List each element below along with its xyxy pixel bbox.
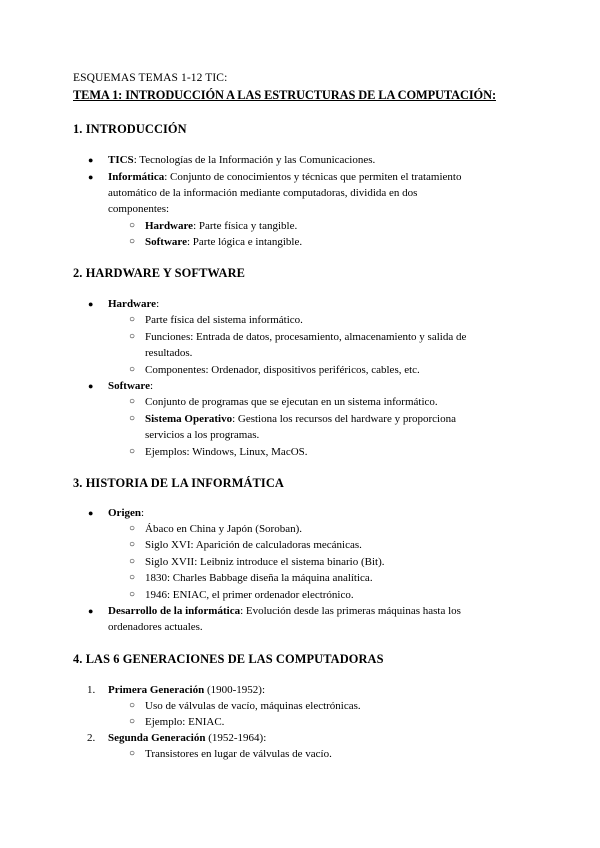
list-item-origen: Origen: xyxy=(108,507,145,519)
bullet-hollow: ○ xyxy=(129,396,136,407)
bullet-hollow: ○ xyxy=(129,539,136,550)
bullet-filled: ● xyxy=(88,299,94,309)
bullet-hollow: ○ xyxy=(129,220,136,231)
sub-item: Parte física del sistema informático. xyxy=(145,314,303,326)
sub-item: Ejemplos: Windows, Linux, MacOS. xyxy=(145,446,308,458)
bullet-hollow: ○ xyxy=(129,331,136,342)
sub-item-cont: resultados. xyxy=(145,347,193,359)
document-pre-title: ESQUEMAS TEMAS 1-12 TIC: xyxy=(73,72,228,84)
list-item-informatica-cont: componentes: xyxy=(108,203,170,215)
sub-item: Ejemplo: ENIAC. xyxy=(145,716,225,728)
bullet-hollow: ○ xyxy=(129,589,136,600)
bullet-filled: ● xyxy=(88,172,94,182)
list-item-tics: TICS: Tecnologías de la Información y las Comunicaciones. xyxy=(108,154,376,166)
bullet-hollow: ○ xyxy=(129,716,136,727)
bullet-filled: ● xyxy=(88,606,94,616)
list-item-hardware: Hardware: xyxy=(108,298,160,310)
section-heading-historia: 3. HISTORIA DE LA INFORMÁTICA xyxy=(73,476,284,490)
list-item-informatica-cont: automático de la información mediante computadoras, dividida en dos xyxy=(108,187,418,199)
term-tics: TICS xyxy=(108,154,134,166)
list-item-desarrollo: Desarrollo de la informática: Evolución desde las primeras máquinas hasta los xyxy=(108,605,461,617)
bullet-hollow: ○ xyxy=(129,748,136,759)
sub-item: Funciones: Entrada de datos, procesamiento, almacenamiento y salida de xyxy=(145,331,467,343)
section-heading-generaciones: 4. LAS 6 GENERACIONES DE LAS COMPUTADORAS xyxy=(73,652,384,666)
list-item-software: Software: xyxy=(108,380,154,392)
bullet-hollow: ○ xyxy=(129,556,136,567)
bullet-hollow: ○ xyxy=(129,523,136,534)
bullet-hollow: ○ xyxy=(129,236,136,247)
sub-item-cont: servicios a los programas. xyxy=(145,429,260,441)
sub-item: Transistores en lugar de válvulas de vacío. xyxy=(145,748,332,760)
document-main-title: TEMA 1: INTRODUCCIÓN A LAS ESTRUCTURAS DE LA COMPUTACIÓN: xyxy=(73,88,496,102)
list-item-informatica: Informática: Conjunto de conocimientos y técnicas que permiten el tratamiento xyxy=(108,171,462,183)
list-item-desarrollo-cont: ordenadores actuales. xyxy=(108,621,203,633)
list-item-segunda-generacion: Segunda Generación (1952-1964): xyxy=(108,732,267,744)
sub-item: Componentes: Ordenador, dispositivos periféricos, cables, etc. xyxy=(145,364,420,376)
bullet-filled: ● xyxy=(88,155,94,165)
sub-item: Uso de válvulas de vacío, máquinas electrónicas. xyxy=(145,700,361,712)
bullet-filled: ● xyxy=(88,381,94,391)
bullet-hollow: ○ xyxy=(129,572,136,583)
bullet-hollow: ○ xyxy=(129,314,136,325)
section-heading-introduccion: 1. INTRODUCCIÓN xyxy=(73,122,187,136)
list-item-primera-generacion: Primera Generación (1900-1952): xyxy=(108,684,266,696)
sub-item-software: Software: Parte lógica e intangible. xyxy=(145,236,303,248)
sub-item-sistema-operativo: Sistema Operativo: Gestiona los recursos del hardware y proporciona xyxy=(145,413,456,425)
sub-item: Siglo XVII: Leibniz introduce el sistema binario (Bit). xyxy=(145,556,385,568)
bullet-filled: ● xyxy=(88,508,94,518)
section-heading-hardware-software: 2. HARDWARE Y SOFTWARE xyxy=(73,266,246,280)
sub-item: Ábaco en China y Japón (Soroban). xyxy=(145,523,303,535)
sub-item-hardware: Hardware: Parte física y tangible. xyxy=(145,220,298,232)
sub-item: Conjunto de programas que se ejecutan en un sistema informático. xyxy=(145,396,438,408)
list-number: 2. xyxy=(87,732,96,744)
bullet-hollow: ○ xyxy=(129,413,136,424)
bullet-hollow: ○ xyxy=(129,446,136,457)
term-informatica: Informática xyxy=(108,171,165,183)
sub-item: 1830: Charles Babbage diseña la máquina analítica. xyxy=(145,572,373,584)
bullet-hollow: ○ xyxy=(129,700,136,711)
bullet-hollow: ○ xyxy=(129,364,136,375)
list-number: 1. xyxy=(87,684,96,696)
sub-item: Siglo XVI: Aparición de calculadoras mecánicas. xyxy=(145,539,362,551)
sub-item: 1946: ENIAC, el primer ordenador electrónico. xyxy=(145,589,354,601)
